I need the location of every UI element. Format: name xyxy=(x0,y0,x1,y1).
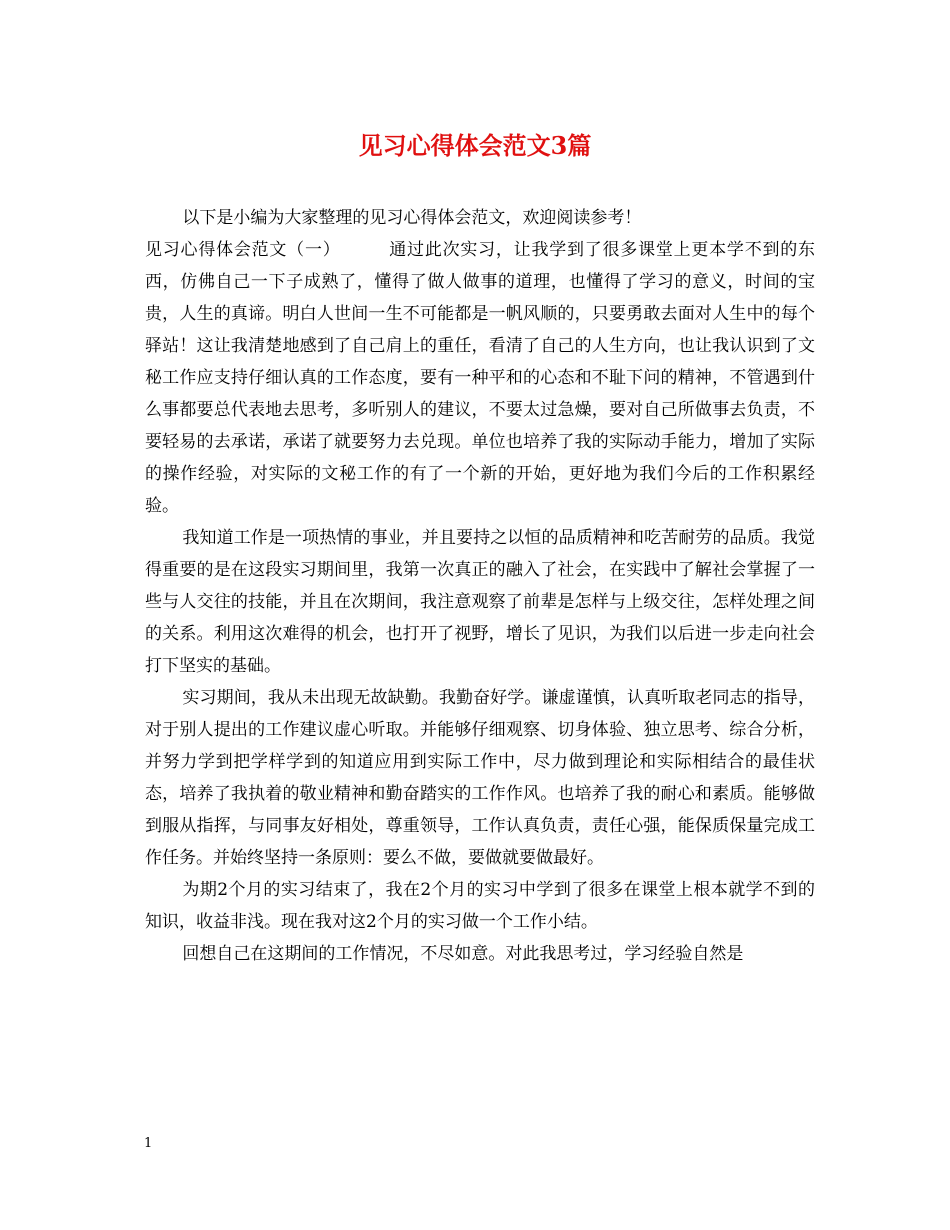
page-number: 1 xyxy=(144,1136,153,1151)
section-one-paragraph xyxy=(145,234,815,522)
document-title: 见习心得体会范文3篇 xyxy=(358,131,592,160)
paragraph-4: 为期2个月的实习结束了，我在2个月的实习中学到了很多在课堂上根本就学不到的知识，收益非浅。现在我对这2个月的实习做一个工作小结。 xyxy=(145,880,815,932)
paragraph-5: 回想自己在这期间的工作情况，不尽如意。对此我思考过，学习经验自然是 xyxy=(182,944,744,964)
intro-paragraph: 以下是小编为大家整理的见习心得体会范文，欢迎阅读参考！ xyxy=(182,208,642,228)
document-body xyxy=(145,202,815,970)
section-heading: 见习心得体会范文（一） xyxy=(145,240,341,260)
paragraph-2: 我知道工作是一项热情的事业，并且要持之以恒的品质精神和吃苦耐劳的品质。我觉得重要的是在这段实习期间里，我第一次真正的融入了社会，在实践中了解社会掌握了一些与人交往的技能，并且在次期间，我注意观察了前辈是怎样与上级交往，怎样处理之间的关系。利用这次难得的机会，也打开了视野，增长了见识，为我们以后进一步走向社会打下坚实的基础。 xyxy=(145,528,815,676)
paragraph-1: 通过此次实习，让我学到了很多课堂上更本学不到的东西，仿佛自己一下子成熟了，懂得了做人做事的道理，也懂得了学习的意义，时间的宝贵，人生的真谛。明白人世间一生不可能都是一帆风顺的，只要勇敢去面对人生中的每个驿站！这让我清楚地感到了自己肩上的重任，看清了自己的人生方向，也让我认识到了文秘工作应支持仔细认真的工作态度，要有一种平和的心态和不耻下问的精神，不管遇到什么事都要总代表地去思考，多听别人的建议，不要太过急燥，要对自己所做事去负责，不要轻易的去承诺，承诺了就要努力去兑现。单位也培养了我的实际动手能力，增加了实际的操作经验，对实际的文秘工作的有了一个新的开始，更好地为我们今后的工作积累经验。 xyxy=(145,240,816,516)
paragraph-3: 实习期间，我从未出现无故缺勤。我勤奋好学。谦虚谨慎，认真听取老同志的指导，对于别人提出的工作建议虚心听取。并能够仔细观察、切身体验、独立思考、综合分析，并努力学到把学样学到的知道应用到实际工作中，尽力做到理论和实际相结合的最佳状态，培养了我执着的敬业精神和勤奋踏实的工作作风。也培养了我的耐心和素质。能够做到服从指挥，与同事友好相处，尊重领导，工作认真负责，责任心强，能保质保量完成工作任务。并始终坚持一条原则：要么不做，要做就要做最好。 xyxy=(145,688,815,868)
